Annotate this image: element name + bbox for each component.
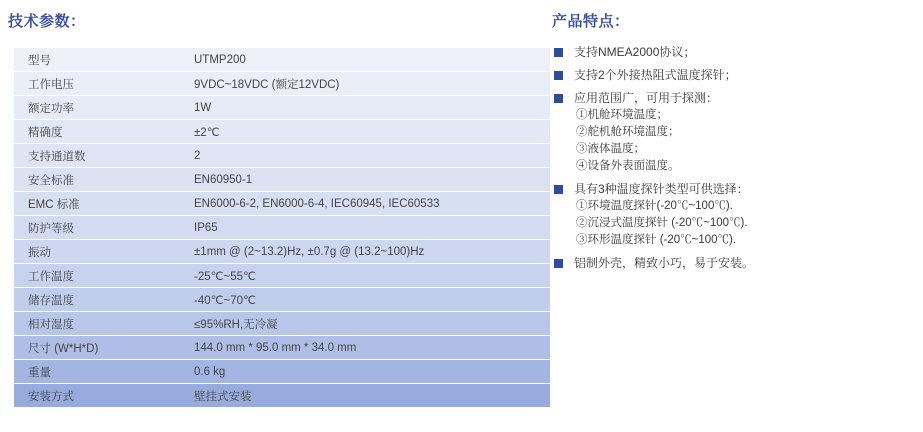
spec-key: 型号 xyxy=(14,48,180,72)
spec-value: EN60950-1 xyxy=(180,168,550,192)
table-row xyxy=(14,264,550,288)
list-item xyxy=(552,67,912,84)
spec-key: 相对湿度 xyxy=(14,312,180,336)
feature-subtext: ②沉浸式温度探针 (-20℃~100℃). xyxy=(576,217,748,229)
spec-value: 9VDC~18VDC (额定12VDC) xyxy=(180,72,550,96)
feature-subtext: ④设备外表面温度。 xyxy=(576,160,680,172)
spec-value: EN6000-6-2, EN6000-6-4, IEC60945, IEC60533 xyxy=(180,192,550,216)
feature-subtext: ③环形温度探针 (-20℃~100℃). xyxy=(576,234,737,246)
spec-key: 防护等级 xyxy=(14,216,180,240)
feature-text: 支持NMEA2000协议； xyxy=(574,45,696,59)
spec-key: 精确度 xyxy=(14,120,180,144)
list-item-body xyxy=(574,181,912,249)
spec-value: ±2℃ xyxy=(180,120,550,144)
spec-key: 储存温度 xyxy=(14,288,180,312)
table-row xyxy=(14,120,550,144)
square-bullet-icon xyxy=(554,94,563,103)
feature-text: 铝制外壳，精致小巧，易于安装。 xyxy=(574,256,755,270)
spec-value: ±1mm @ (2~13.2)Hz, ±0.7g @ (13.2~100)Hz xyxy=(180,240,550,264)
square-bullet-icon xyxy=(554,48,563,57)
feature-subtext: ①环境温度探针(-20℃~100℃). xyxy=(576,200,733,212)
spec-value: -25℃~55℃ xyxy=(180,264,550,288)
table-row xyxy=(14,72,550,96)
square-bullet-icon xyxy=(554,185,563,194)
list-item-body xyxy=(574,255,912,272)
feature-text: 应用范围广，可用于探测： xyxy=(574,91,719,105)
spec-key: 重量 xyxy=(14,360,180,384)
spec-key: 振动 xyxy=(14,240,180,264)
list-item xyxy=(552,44,912,61)
table-row xyxy=(14,384,550,408)
table-row xyxy=(14,216,550,240)
features-list xyxy=(552,44,912,278)
table-row xyxy=(14,96,550,120)
spec-key: 工作温度 xyxy=(14,264,180,288)
feature-subtext: ①机舱环境温度； xyxy=(576,109,668,121)
spec-key: 安装方式 xyxy=(14,384,180,408)
list-item xyxy=(552,181,912,249)
spec-key: 尺寸 (W*H*D) xyxy=(14,336,180,360)
table-row xyxy=(14,336,550,360)
list-item-body xyxy=(574,67,912,84)
spec-key: 安全标准 xyxy=(14,168,180,192)
spec-value: 144.0 mm * 95.0 mm * 34.0 mm xyxy=(180,336,550,360)
spec-table xyxy=(14,48,550,408)
spec-table-body xyxy=(14,48,550,408)
table-row xyxy=(14,288,550,312)
spec-value: 0.6 kg xyxy=(180,360,550,384)
table-row xyxy=(14,240,550,264)
spec-value: UTMP200 xyxy=(180,48,550,72)
list-item-body xyxy=(574,44,912,61)
square-bullet-icon xyxy=(554,71,563,80)
square-bullet-icon xyxy=(554,259,563,268)
list-item xyxy=(552,255,912,272)
spec-value: 2 xyxy=(180,144,550,168)
table-row xyxy=(14,312,550,336)
spec-key: 工作电压 xyxy=(14,72,180,96)
list-item-body xyxy=(574,90,912,175)
spec-key: 支持通道数 xyxy=(14,144,180,168)
feature-text: 具有3种温度探针类型可供选择： xyxy=(574,182,749,196)
spec-value: 1W xyxy=(180,96,550,120)
spec-key: EMC 标准 xyxy=(14,192,180,216)
feature-text: 支持2个外接热阻式温度探针； xyxy=(574,68,737,82)
table-row xyxy=(14,168,550,192)
table-row xyxy=(14,48,550,72)
feature-subtext: ③液体温度； xyxy=(576,143,645,155)
spec-value: ≤95%RH,无冷凝 xyxy=(180,312,550,336)
list-item xyxy=(552,90,912,175)
spec-value: -40℃~70℃ xyxy=(180,288,550,312)
features-section-title: 产品特点： xyxy=(552,13,630,30)
table-row xyxy=(14,192,550,216)
table-row xyxy=(14,360,550,384)
spec-section-title: 技术参数： xyxy=(8,13,86,30)
spec-value: 壁挂式安装 xyxy=(180,384,550,408)
table-row xyxy=(14,144,550,168)
feature-subtext: ②舵机舱环境温度； xyxy=(576,126,680,138)
spec-key: 额定功率 xyxy=(14,96,180,120)
spec-value: IP65 xyxy=(180,216,550,240)
